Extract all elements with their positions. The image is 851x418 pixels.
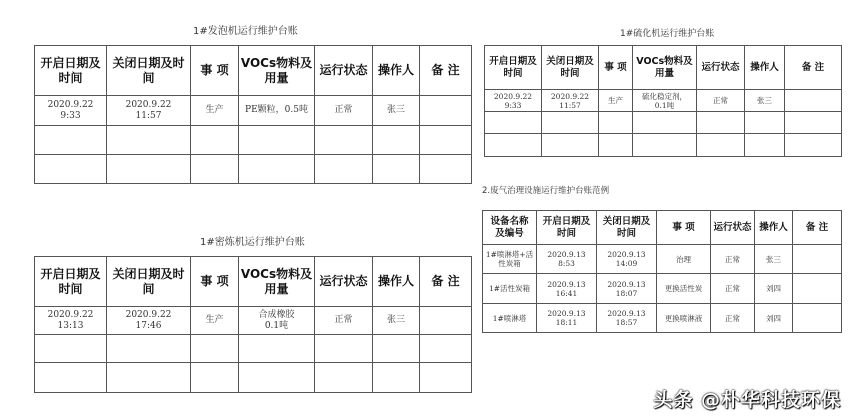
table1-header-cell [373, 46, 420, 96]
table2-cell [542, 112, 599, 134]
table2-cell-text: 生产 [608, 96, 623, 105]
table2-header-cell [633, 46, 697, 90]
table2-cell [697, 90, 745, 112]
table2-header-text: 操作人 [750, 61, 779, 73]
table4-cell-text: 2020.9.13 8:53 [547, 250, 586, 268]
table2-header-cell [745, 46, 785, 90]
table1-header-row [35, 46, 472, 96]
table1-row [35, 126, 472, 155]
table1-cell [373, 155, 420, 184]
table2-title: 1#硫化机运行维护台账 [620, 29, 715, 39]
table4-cell-text: 刘四 [766, 313, 781, 323]
table4-cell [711, 304, 755, 333]
table2-cell [633, 112, 697, 134]
table3-header-text: 关闭日期及时 间 [112, 267, 185, 296]
table4-header-cell [755, 211, 793, 245]
table2-cell [599, 112, 633, 134]
table3-cell [107, 363, 191, 393]
table4-cell [755, 274, 793, 304]
table1-header-text: 操作人 [377, 63, 414, 78]
table2-row [485, 134, 842, 157]
table4-cell-text: 更换喷淋液 [664, 313, 703, 323]
table1-cell [239, 126, 315, 155]
table1-cell [35, 155, 107, 184]
table4-cell [657, 245, 711, 274]
table4-cell [711, 245, 755, 274]
table1-cell-text: 2020.9.22 11:57 [125, 99, 172, 121]
table2-cell [745, 90, 785, 112]
table4-cell [657, 274, 711, 304]
table4-header-row [483, 211, 842, 245]
table3-cell [373, 307, 420, 335]
table1-header-text: VOCs物料及 用量 [240, 56, 313, 85]
table1-header-cell [239, 46, 315, 96]
table2-header-cell [485, 46, 542, 90]
table2-header-text: VOCs物料及 用量 [636, 56, 693, 79]
table1-row [35, 155, 472, 184]
table1-cell-text: 张三 [386, 105, 405, 116]
table2-cell [485, 90, 542, 112]
table2-cell [697, 134, 745, 157]
table4-cell-text: 2020.9.13 18:57 [607, 309, 646, 327]
table3-cell [315, 307, 373, 335]
table3 [34, 256, 472, 393]
table3-cell [373, 335, 420, 363]
table2-cell [785, 112, 842, 134]
table3-title: 1#密炼机运行维护台账 [200, 237, 305, 248]
table4-header-cell [483, 211, 537, 245]
table4-header-text: 事 项 [672, 221, 695, 233]
table3-cell-text: 张三 [386, 315, 405, 326]
table4-header-text: 关闭日期及 时间 [602, 216, 651, 239]
table2-cell [697, 112, 745, 134]
table4-cell [597, 304, 657, 333]
table1-cell [315, 155, 373, 184]
table4-cell-text: 1#活性炭箱 [488, 284, 531, 293]
table2-header-cell [542, 46, 599, 90]
table2-cell [633, 134, 697, 157]
table3-row [35, 307, 472, 335]
table1-row [35, 96, 472, 126]
table1-header-cell [107, 46, 191, 96]
table4-row [483, 245, 842, 274]
table2-cell [745, 134, 785, 157]
table4-cell [793, 274, 842, 304]
table1-header-cell [35, 46, 107, 96]
table4-cell-text: 治理 [676, 254, 691, 264]
table1-cell [191, 126, 239, 155]
table3-cell [315, 335, 373, 363]
table2-row [485, 112, 842, 134]
table3-header-text: 事 项 [200, 274, 229, 289]
table3-header-cell [239, 257, 315, 307]
table4-cell-text: 2020.9.13 18:07 [607, 279, 646, 298]
table1-cell [107, 96, 191, 126]
table1-header-text: 事 项 [200, 63, 229, 78]
table2 [484, 45, 842, 157]
table1-header-cell [191, 46, 239, 96]
table4-header-cell [597, 211, 657, 245]
table4-cell-text: 刘四 [766, 284, 781, 293]
table4-header-text: 操作人 [759, 221, 788, 233]
table3-row [35, 363, 472, 393]
table1-cell [420, 155, 472, 184]
table2-header-text: 事 项 [604, 61, 627, 73]
table1 [34, 45, 472, 184]
table4-header-text: 开启日期及 时间 [542, 216, 591, 239]
table4-header-cell [711, 211, 755, 245]
table4 [482, 210, 842, 333]
table4-cell-text: 1#喷淋塔+活 性炭箱 [485, 250, 534, 268]
table3-header-row [35, 257, 472, 307]
table1-cell [315, 126, 373, 155]
table3-cell [35, 335, 107, 363]
table2-cell [599, 134, 633, 157]
table4-cell [597, 245, 657, 274]
table3-cell [315, 363, 373, 393]
table4-cell-text: 2020.9.13 14:09 [607, 250, 646, 268]
table4-cell [793, 245, 842, 274]
table3-header-text: 开启日期及 时间 [40, 267, 101, 296]
table3-header-text: 操作人 [377, 274, 414, 289]
table3-cell-text: 合成橡胶 0.1吨 [258, 309, 295, 331]
table3-cell [35, 307, 107, 335]
table2-header-text: 关闭日期及 时间 [546, 56, 594, 79]
table1-header-cell [315, 46, 373, 96]
table1-cell [373, 96, 420, 126]
table2-cell [599, 90, 633, 112]
table1-cell [239, 96, 315, 126]
table4-cell [483, 274, 537, 304]
table2-cell-text: 张三 [757, 96, 772, 105]
table1-cell [191, 155, 239, 184]
table1-header-text: 运行状态 [319, 63, 368, 78]
table2-header-text: 备 注 [801, 61, 825, 73]
table2-header-text: 运行状态 [701, 61, 740, 73]
table3-cell-text: 2020.9.22 17:46 [125, 309, 172, 331]
table2-header-row [485, 46, 842, 90]
table4-cell [483, 245, 537, 274]
table1-cell [420, 126, 472, 155]
table4-header-text: 运行状态 [713, 221, 752, 233]
table3-row [35, 335, 472, 363]
table4-cell [597, 274, 657, 304]
table4-cell [755, 245, 793, 274]
table4-header-cell [657, 211, 711, 245]
table4-header-cell [793, 211, 842, 245]
table3-cell-text: 2020.9.22 13:13 [47, 309, 94, 331]
table4-cell-text: 张三 [766, 254, 781, 264]
table2-header-cell [599, 46, 633, 90]
table1-cell-text: PE颗粒，0.5吨 [245, 105, 308, 116]
table3-cell [373, 363, 420, 393]
table2-header-cell [697, 46, 745, 90]
table1-cell-text: 正常 [334, 105, 353, 116]
table2-header-text: 开启日期及 时间 [489, 56, 537, 79]
table4-cell-text: 正常 [725, 254, 740, 264]
table4-cell [483, 304, 537, 333]
table1-header-text: 备 注 [431, 63, 460, 78]
table4-header-text: 设备名称 及编号 [490, 216, 529, 239]
table3-header-cell [420, 257, 472, 307]
table3-header-cell [315, 257, 373, 307]
table3-cell [35, 363, 107, 393]
table3-cell [191, 307, 239, 335]
table2-cell [785, 90, 842, 112]
table4-cell [711, 274, 755, 304]
table4-cell [793, 304, 842, 333]
table3-cell [420, 363, 472, 393]
table4-cell [755, 304, 793, 333]
table3-cell [239, 363, 315, 393]
table3-cell [239, 307, 315, 335]
table3-cell [107, 307, 191, 335]
table3-cell [239, 335, 315, 363]
table1-header-text: 开启日期及 时间 [40, 56, 101, 85]
table2-cell-text: 2020.9.22 9:33 [493, 91, 533, 110]
table3-header-text: VOCs物料及 用量 [240, 267, 313, 296]
table4-cell-text: 更换活性炭 [664, 284, 703, 293]
table4-cell-text: 正常 [725, 284, 740, 293]
table4-title: 2.废气治理设施运行维护台账范例 [482, 186, 610, 196]
table3-header-text: 备 注 [431, 274, 460, 289]
table2-cell [633, 90, 697, 112]
table1-cell [191, 96, 239, 126]
table4-cell-text: 2020.9.13 16:41 [547, 279, 586, 298]
table2-header-cell [785, 46, 842, 90]
table1-header-cell [420, 46, 472, 96]
table2-cell [785, 134, 842, 157]
table1-cell [420, 96, 472, 126]
table3-cell [107, 335, 191, 363]
table4-cell [537, 304, 597, 333]
table1-cell [107, 155, 191, 184]
table2-cell [485, 134, 542, 157]
table3-cell-text: 正常 [334, 315, 353, 326]
table2-cell-text: 正常 [713, 96, 728, 105]
table3-header-text: 运行状态 [319, 274, 368, 289]
table3-cell-text: 生产 [205, 315, 224, 326]
table3-header-cell [373, 257, 420, 307]
table4-cell [537, 274, 597, 304]
table2-row [485, 90, 842, 112]
table2-cell [542, 134, 599, 157]
table3-header-cell [191, 257, 239, 307]
table1-cell [373, 126, 420, 155]
table2-cell-text: 2020.9.22 11:57 [550, 91, 590, 110]
table1-cell [35, 126, 107, 155]
table4-cell-text: 2020.9.13 18:11 [547, 309, 586, 327]
table4-cell [657, 304, 711, 333]
table2-cell-text: 硫化稳定剂， 0.1吨 [642, 91, 687, 110]
table2-cell [745, 112, 785, 134]
table4-cell-text: 1#喷淋塔 [492, 313, 527, 323]
table1-cell [239, 155, 315, 184]
table4-header-cell [537, 211, 597, 245]
table1-cell [35, 96, 107, 126]
table4-cell [537, 245, 597, 274]
table1-title: 1#发泡机运行维护台账 [193, 26, 298, 37]
table3-header-cell [35, 257, 107, 307]
table3-cell [191, 335, 239, 363]
table1-cell-text: 2020.9.22 9:33 [47, 99, 94, 121]
table3-cell [420, 307, 472, 335]
table3-cell [420, 335, 472, 363]
table2-cell [485, 112, 542, 134]
table1-cell [315, 96, 373, 126]
table4-cell-text: 正常 [725, 313, 740, 323]
table1-cell-text: 生产 [205, 105, 224, 116]
table1-cell [107, 126, 191, 155]
table3-cell [191, 363, 239, 393]
table4-header-text: 备 注 [805, 221, 829, 233]
table3-header-cell [107, 257, 191, 307]
table4-row [483, 304, 842, 333]
table2-cell [542, 90, 599, 112]
table4-row [483, 274, 842, 304]
table1-header-text: 关闭日期及时 间 [112, 56, 185, 85]
watermark: 头条 @朴华科技环保 [653, 389, 841, 411]
